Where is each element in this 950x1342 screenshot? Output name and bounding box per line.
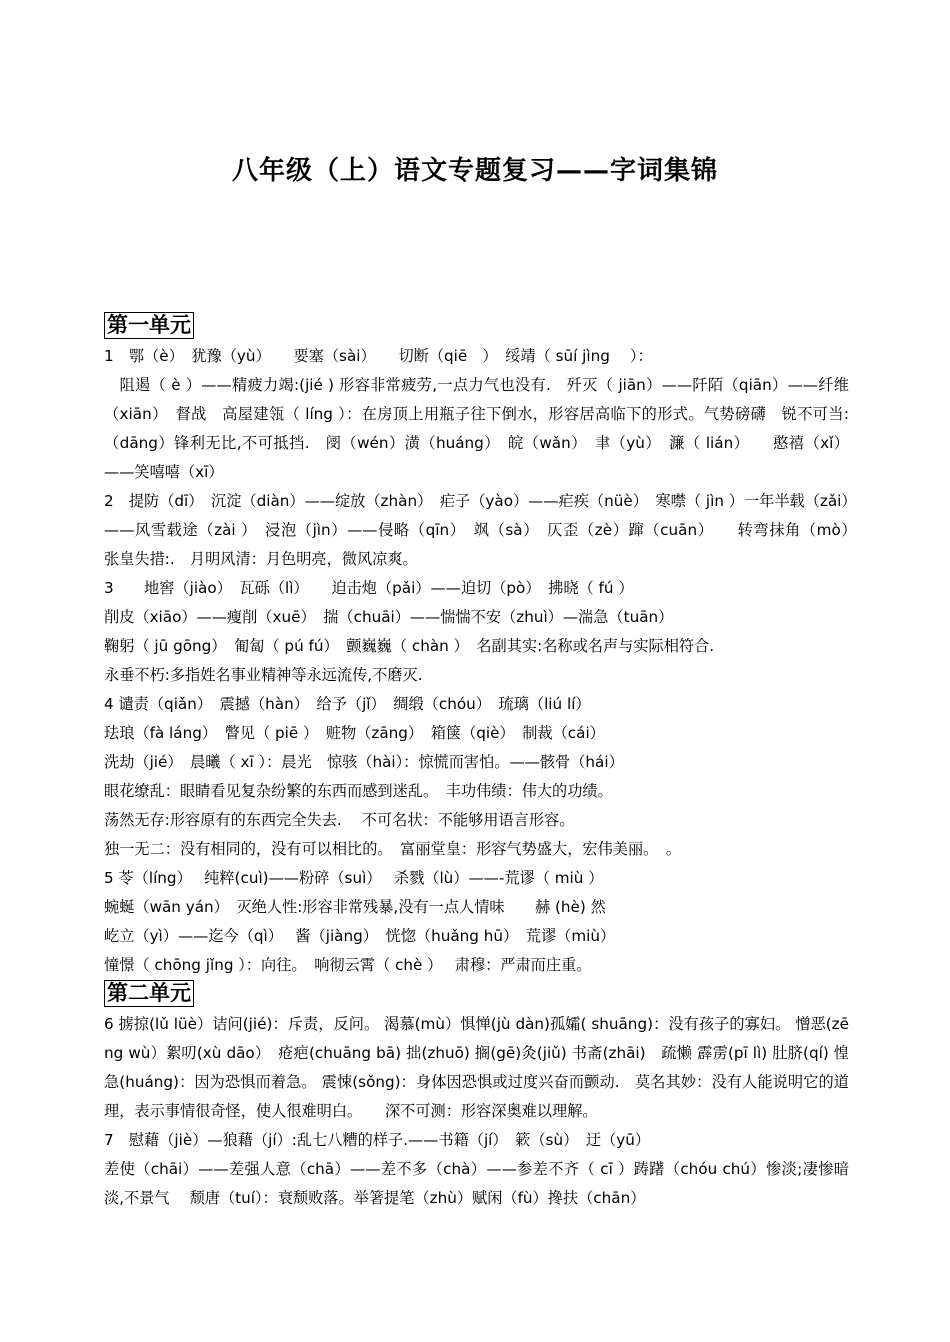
vocab-line: 5 苓（líng） 纯粹(cuì)——粉碎（suì） 杀戮（lù）——-荒谬（ miù ） bbox=[104, 869, 604, 887]
vocab-line: 洗劫（jié） 晨曦（ xī ）：晨光 惊骇（hài）：惊慌而害怕。——骸骨（hái） bbox=[104, 753, 624, 771]
vocab-line: 永垂不朽:多指姓名事业精神等永远流传,不磨灭. bbox=[104, 666, 423, 684]
vocab-paragraph: 差使（chāi）——差强人意（chā）——差不多（chà）——参差不齐（ cī ）踌躇（chóu chú）惨淡;凄惨暗淡,不景气 颓唐（tuí）：衰颓败落。举箸提笔（zhù）赋闲（fù）搀扶（chān） bbox=[104, 1160, 849, 1207]
vocab-line: 4 谴责（qiǎn） 震撼（hàn） 给予（jǐ） 绸缎（chóu） 琉璃（liú lí） bbox=[104, 695, 591, 713]
vocab-line: 1 鄂（è） 犹豫（yù） 要塞（sài） 切断（qiē ） 绥靖（ sūí jìng ）： bbox=[104, 347, 653, 365]
document-body bbox=[104, 312, 865, 1213]
vocab-line: 蜿蜒（wān yán） 灭绝人性:形容非常残暴,没有一点人情味 赫 (hè) 然 bbox=[104, 898, 606, 916]
vocab-paragraph: 2 提防（dī） 沉淀（diàn）——绽放（zhàn） 疟子（yào）——疟疾（nüè） 寒噤（ jìn ）一年半载（zǎi）——风雪载途（zài ） 浸泡（jìn）——侵略（qīn） 飒（sà） 仄歪（zè）蹿（cuān） 转弯抹角（mò） 张皇失措:. 月明风清：月色明亮，微风凉爽。 bbox=[104, 492, 865, 568]
vocab-paragraph: 6 掳掠(lǔ lüè）诘问(jié)：斥责，反问。 渴慕(mù）惧惮(jù dàn)孤孀( shuāng)：没有孩子的寡妇。 憎恶(zēng wù）絮叨(xù dāo） 疮疤(chuāng bā) 拙(zhuō) 搁(gē)灸(jiǔ) 书斋(zhāi) 疏懒 霹雳(pī lì) 肚脐(qí) 惶急(huáng)：因为恐惧而着急。 震悚(sǒng)：身体因恐惧或过度兴奋而颤动. 莫名其妙：没有人能说明它的道理，表示事情很奇怪，使人很难明白。 深不可测：形容深奥难以理解。 bbox=[104, 1015, 849, 1120]
vocab-line: 荡然无存:形容原有的东西完全失去. 不可名状：不能够用语言形容。 bbox=[104, 811, 575, 829]
document-title: 八年级（上）语文专题复习——字词集锦 bbox=[231, 156, 718, 186]
vocab-paragraph: 阻遏（ è ）——精疲力竭:(jié ) 形容非常疲劳,一点力气也没有. 歼灭（ jiān）——阡陌（qiān）——纤维（xiān） 督战 高屋建瓴（ líng ）：在房顶上用瓶子往下倒水，形容居高临下的形式。气势磅礴 锐不可当:（dāng）锋利无比,不可抵挡. 阌（wén）潢（huáng） 皖（wǎn） 聿（yù） 濂（ lián） 憨禧（xǐ）——笑嘻嘻（xī） bbox=[104, 376, 849, 481]
vocab-line: 屹立（yì）——迄今（qì） 酱（jiàng） 恍惚（huǎng hū） 荒谬（miù） bbox=[104, 927, 616, 945]
vocab-line: 削皮（xiāo）——瘦削（xuē） 揣（chuāi）——惴惴不安（zhuì）—湍急（tuān） bbox=[104, 608, 674, 626]
unit-heading-row bbox=[104, 980, 849, 1010]
vocab-line: 眼花缭乱：眼睛看见复杂纷繁的东西而感到迷乱。 丰功伟绩：伟大的功绩。 bbox=[104, 782, 613, 800]
unit-heading: 第一单元 bbox=[104, 312, 194, 339]
vocab-line: 独一无二：没有相同的，没有可以相比的。 富丽堂皇：形容气势盛大，宏伟美丽。 。 bbox=[104, 840, 682, 858]
unit-heading: 第二单元 bbox=[104, 980, 194, 1007]
vocab-line: 珐琅（fà láng） 瞥见（ piē ） 赃物（zāng） 箱箧（qiè） 制裁（cái） bbox=[104, 724, 605, 742]
vocab-line: 7 慰藉（jiè）—狼藉（jí）:乱七八糟的样子.——书籍（jí） 簌（sù） 迂（yū） bbox=[104, 1131, 651, 1149]
vocab-line: 鞠躬（ jū gōng） 匍匐（ pú fú） 颤巍巍（ chàn ） 名副其实:名称或名声与实际相符合. bbox=[104, 637, 715, 655]
vocab-line: 憧憬（ chōng jǐng ）：向往。 响彻云霄（ chè ） 肃穆：严肃而庄重。 bbox=[104, 956, 592, 974]
unit-heading-row bbox=[104, 312, 849, 342]
vocab-line: 3 地窖（jiào） 瓦砾（lì） 迫击炮（pǎi）——迫切（pò） 拂晓（ fú ） bbox=[104, 579, 634, 597]
